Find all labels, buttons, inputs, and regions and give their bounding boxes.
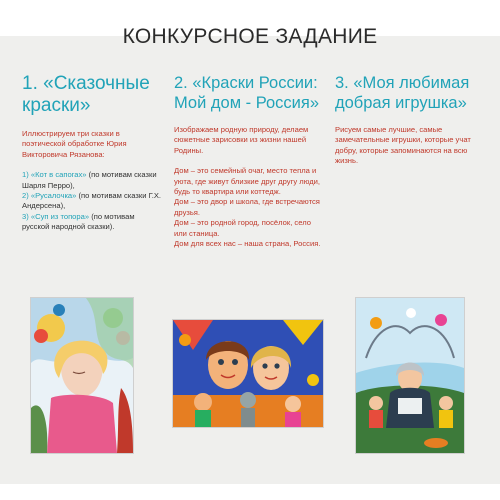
column-fairy-colors bbox=[22, 73, 162, 233]
tale-item bbox=[22, 170, 162, 191]
description-paragraph: Изображаем родную природу, делаем сюжетные зарисовки из жизни нашей Родины. bbox=[174, 125, 309, 155]
tales-list bbox=[22, 170, 162, 232]
fairy-girl-painting bbox=[30, 297, 134, 454]
tale-note: (по мотивам русской народной сказки). bbox=[22, 211, 135, 232]
tale-name: «Суп из топора» bbox=[30, 211, 90, 221]
column-title: 3. «Моя любимая добрая игрушка» bbox=[335, 74, 470, 112]
family-portrait-painting bbox=[172, 319, 324, 428]
column-russia-colors bbox=[174, 73, 324, 249]
tale-note: (по мотивам сказки Г.Х. Андерсена), bbox=[22, 191, 162, 211]
grandma-reading-painting bbox=[355, 297, 465, 454]
description-paragraph: Дом для всех нас – наша страна, Россия. bbox=[174, 239, 321, 249]
tale-item bbox=[22, 212, 162, 233]
column-title: 2. «Краски России: Мой дом - Россия» bbox=[174, 74, 320, 112]
column-description bbox=[174, 125, 324, 249]
tale-item bbox=[22, 191, 162, 212]
tale-number: 3) bbox=[22, 211, 29, 221]
column-description: Рисуем самые лучшие, самые замечательные игрушки, которые учат добру, которые запоминаются на всю жизнь. bbox=[335, 125, 471, 166]
column-title: 1. «Сказочные краски» bbox=[22, 73, 150, 116]
tale-number: 1) bbox=[22, 170, 29, 180]
tale-name: «Русалочка» bbox=[30, 191, 77, 201]
column-favorite-toy bbox=[335, 73, 480, 167]
page-title: КОНКУРСНОЕ ЗАДАНИЕ bbox=[122, 25, 378, 48]
tale-name: «Кот в сапогах» bbox=[30, 170, 87, 180]
tale-note: (по мотивам сказки Шарля Перро), bbox=[22, 170, 157, 190]
description-paragraph: Дом – это родной город, посёлок, село или станица. bbox=[174, 218, 311, 238]
tale-number: 2) bbox=[22, 191, 29, 201]
description-paragraph: Дом – это семейный очаг, место тепла и уюта, где живут близкие друг другу люди, будь то квартира или коттедж. bbox=[174, 166, 321, 197]
column-description: Иллюстрируем три сказки в поэтической обработке Юрия Викторовича Рязанова: bbox=[22, 129, 127, 159]
description-paragraph: Дом – это двор и школа, где встречаются друзья. bbox=[174, 197, 320, 217]
